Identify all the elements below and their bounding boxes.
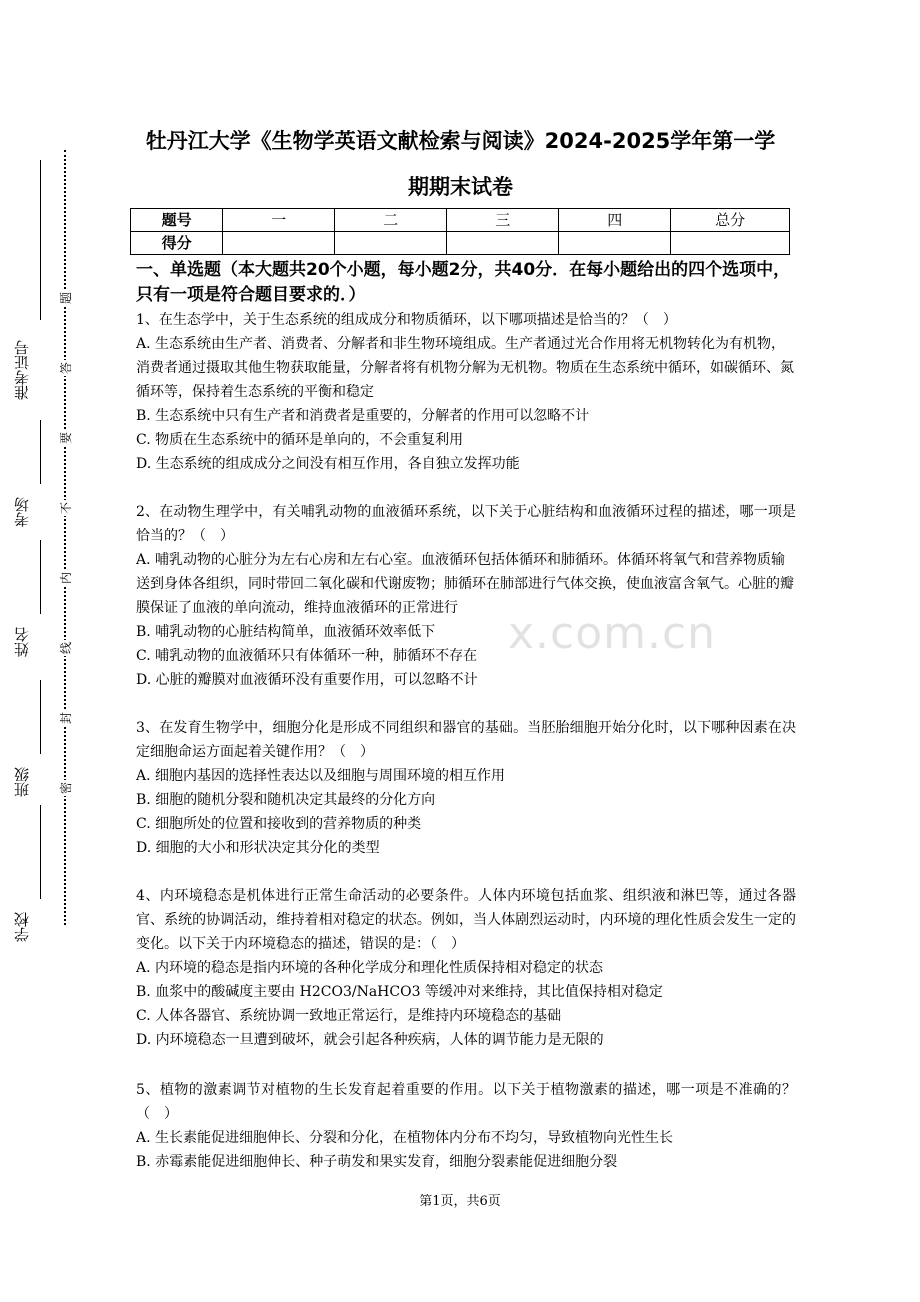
question-option: A. 生长素能促进细胞伸长、分裂和分化，在植物体内分布不均匀，导致植物向光性生长 [136, 1130, 674, 1146]
question-option: A. 生态系统由生产者、消费者、分解者和非生物环境组成。生产者通过光合作用将无机物转化为有机物，消费者通过摄取其他生物获取能量，分解者将有机物分解为无机物。物质在生态系统中循环，如碳循环、氮循环等，保持着生态系统的平衡和稳定 [136, 336, 794, 400]
score-cell: 三 [447, 209, 559, 232]
score-cell: 四 [559, 209, 671, 232]
name-label: 姓名 [13, 627, 31, 657]
seal-char: 要 [59, 432, 73, 445]
question-option: A. 内环境的稳态是指内环境的各种化学成分和理化性质保持相对稳定的状态 [136, 960, 604, 976]
section-title: 一、单选题（本大题共20个小题，每小题2分，共40分．在每小题给出的四个选项中，只有一项是符合题目要求的．） [136, 260, 791, 305]
seal-char: 线 [59, 642, 73, 655]
school-line [40, 805, 41, 899]
seal-dotted-line [64, 150, 66, 925]
seal-char: 不 [59, 502, 73, 515]
score-input-cell [335, 232, 447, 255]
class-label: 班级 [13, 767, 31, 797]
seal-char: 密 [59, 782, 73, 795]
question-option: B. 赤霉素能促进细胞伸长、种子萌发和果实发育，细胞分裂素能促进细胞分裂 [136, 1154, 618, 1170]
question-option: B. 细胞的随机分裂和随机决定其最终的分化方向 [136, 792, 436, 808]
question-5 [136, 1078, 796, 1174]
score-input-cell [559, 232, 671, 255]
question-option: C. 细胞所处的位置和接收到的营养物质的种类 [136, 816, 422, 832]
question-stem: 1、在生态学中，关于生态系统的组成成分和物质循环，以下哪项描述是恰当的？（ ） [136, 312, 677, 328]
exam-title [128, 118, 793, 210]
question-option: C. 哺乳动物的血液循环只有体循环一种，肺循环不存在 [136, 648, 478, 664]
score-cell: 得分 [131, 232, 223, 255]
seal-char: 题 [59, 292, 73, 305]
score-table-header-row [131, 209, 790, 232]
binding-margin [0, 0, 120, 1302]
question-2 [136, 500, 796, 692]
class-line [40, 680, 41, 754]
question-stem: 3、在发育生物学中，细胞分化是形成不同组织和器官的基础。当胚胎细胞开始分化时，以下哪种因素在决定细胞命运方面起着关键作用？（ ） [136, 720, 796, 760]
question-option: A. 细胞内基因的选择性表达以及细胞与周围环境的相互作用 [136, 768, 506, 784]
question-option: D. 细胞的大小和形状决定其分化的类型 [136, 840, 380, 856]
question-option: D. 心脏的瓣膜对血液循环没有重要作用，可以忽略不计 [136, 672, 478, 688]
question-option: B. 生态系统中只有生产者和消费者是重要的，分解者的作用可以忽略不计 [136, 408, 590, 424]
score-cell: 总分 [671, 209, 790, 232]
exam-id-line [40, 160, 41, 320]
question-1 [136, 308, 796, 476]
question-option: A. 哺乳动物的心脏分为左右心房和左右心室。血液循环包括体循环和肺循环。体循环将氧气和营养物质输送到身体各组织，同时带回二氧化碳和代谢废物；肺循环在肺部进行气体交换，使血液富含氧气。心脏的瓣膜保证了血液的单向流动，维持血液循环的正常进行 [136, 552, 794, 616]
score-input-cell [671, 232, 790, 255]
score-table [130, 208, 790, 255]
question-option: C. 物质在生态系统中的循环是单向的，不会重复利用 [136, 432, 464, 448]
question-stem: 2、在动物生理学中，有关哺乳动物的血液循环系统，以下关于心脏结构和血液循环过程的描述，哪一项是恰当的？（ ） [136, 504, 796, 544]
seal-char: 封 [59, 712, 73, 725]
question-option: B. 血浆中的酸碱度主要由 H2CO3/NaHCO3 等缓冲对来维持，其比值保持相对稳定 [136, 984, 663, 1000]
watermark: x.com.cn [508, 608, 717, 659]
exam-title-line-2: 期期末试卷 [408, 175, 513, 199]
question-option: B. 哺乳动物的心脏结构简单，血液循环效率低下 [136, 624, 436, 640]
question-stem: 4、内环境稳态是机体进行正常生命活动的必要条件。人体内环境包括血浆、组织液和淋巴等，通过各器官、系统的协调活动，维持着相对稳定的状态。例如，当人体剧烈运动时，内环境的理化性质会发生一定的变化。以下关于内环境稳态的描述，错误的是：（ ） [136, 888, 796, 952]
question-4 [136, 884, 796, 1052]
exam-room-line [40, 420, 41, 484]
score-input-cell [447, 232, 559, 255]
score-cell: 题号 [131, 209, 223, 232]
exam-title-line-1: 牡丹江大学《生物学英语文献检索与阅读》2024-2025学年第一学 [145, 129, 776, 153]
question-option: D. 生态系统的组成成分之间没有相互作用，各自独立发挥功能 [136, 456, 520, 472]
exam-room-label: 考场 [13, 497, 31, 527]
seal-char: 内 [59, 572, 73, 585]
school-label: 学校 [13, 912, 31, 942]
name-line [40, 540, 41, 614]
page-footer: 第1页，共6页 [419, 1194, 501, 1209]
question-option: D. 内环境稳态一旦遭到破坏，就会引起各种疾病，人体的调节能力是无限的 [136, 1032, 604, 1048]
seal-char: 答 [59, 362, 73, 375]
question-3 [136, 716, 796, 860]
score-input-cell [223, 232, 335, 255]
score-cell: 二 [335, 209, 447, 232]
score-cell: 一 [223, 209, 335, 232]
question-stem: 5、植物的激素调节对植物的生长发育起着重要的作用。以下关于植物激素的描述，哪一项是不准确的？（ ） [136, 1082, 796, 1122]
question-option: C. 人体各器官、系统协调一致地正常运行，是维持内环境稳态的基础 [136, 1008, 562, 1024]
score-table-score-row [131, 232, 790, 255]
exam-id-label: 准考证号 [13, 340, 31, 400]
